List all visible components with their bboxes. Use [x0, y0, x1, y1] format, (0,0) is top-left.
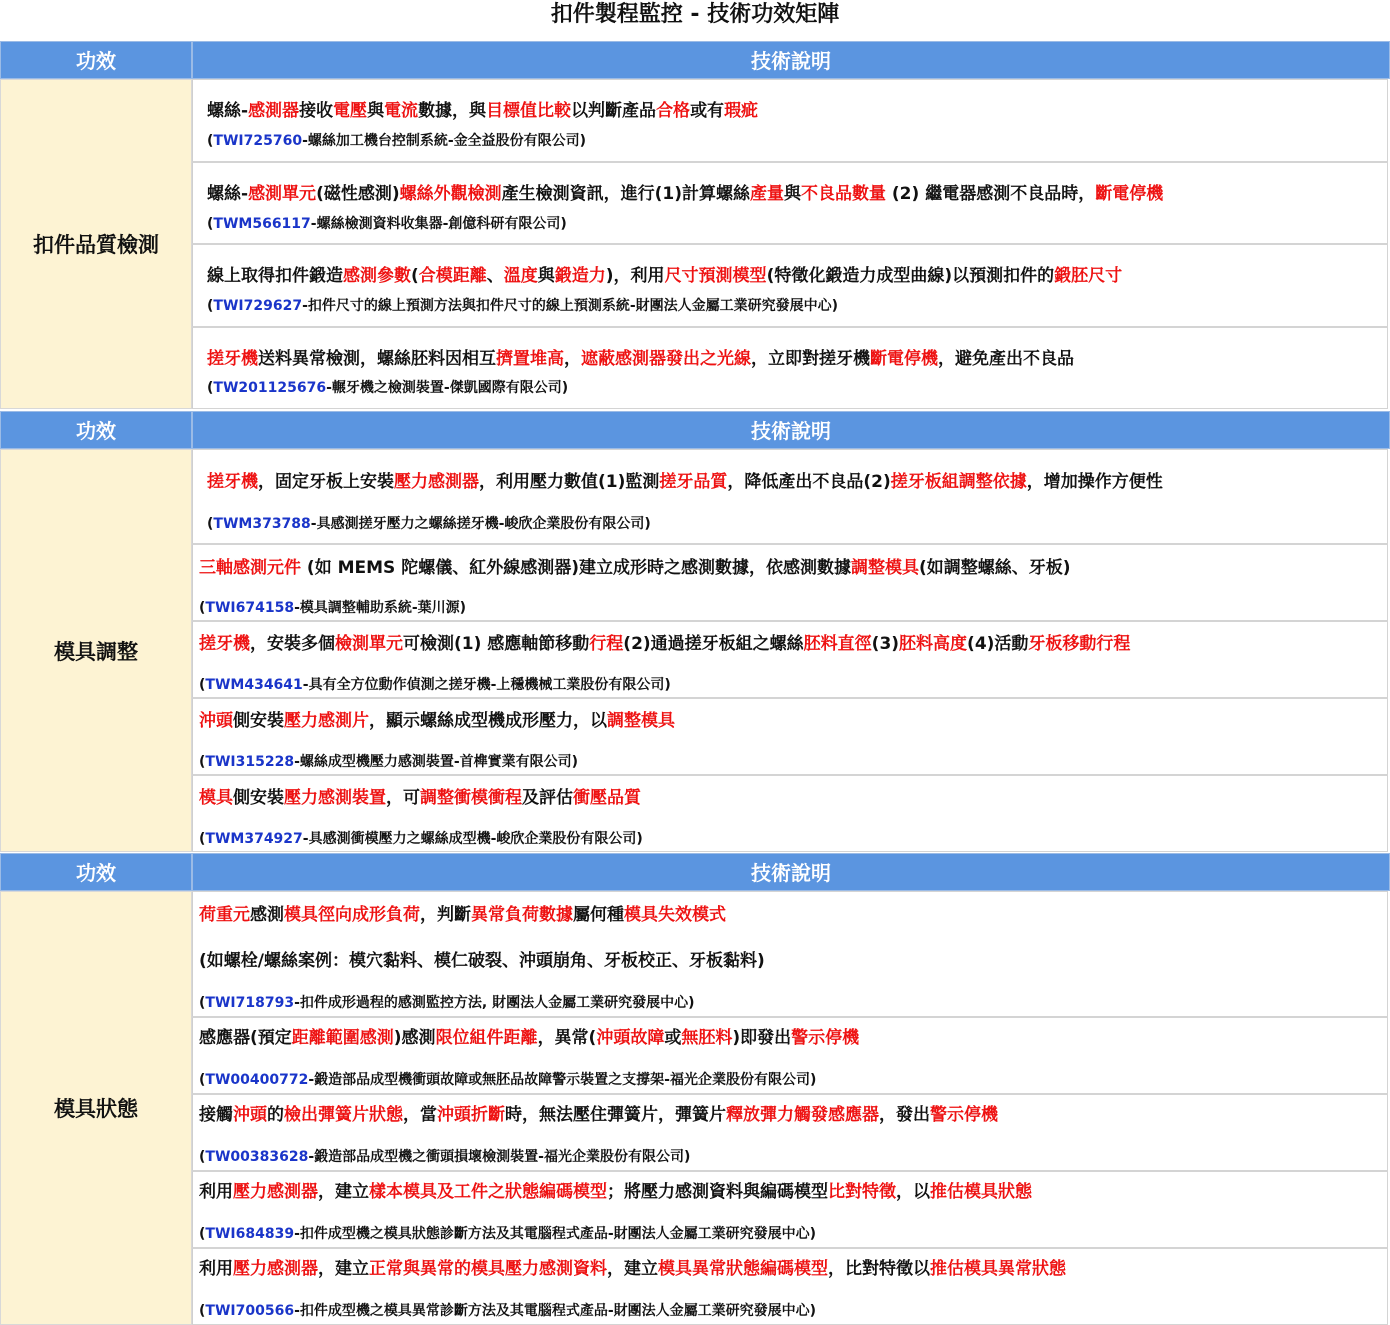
patent-title-assignee: -具有全方位動作偵測之搓牙機-上穩機械工業股份有限公司) [302, 677, 671, 693]
highlight-keyword: 警示停機 [930, 1105, 998, 1125]
description-text: 利用 [199, 1259, 233, 1279]
description-text: (4)活動 [967, 634, 1029, 654]
highlight-keyword: 檢出彈簧片狀態 [284, 1105, 403, 1125]
section-header [0, 41, 1390, 81]
tech-description [199, 1177, 1032, 1202]
patent-number: TWM434641 [205, 677, 303, 693]
description-text: (特徵化鍛造力成型曲線)以預測扣件的 [766, 266, 1055, 286]
description-text: ，發出 [879, 1105, 930, 1125]
patent-title-assignee: -螺絲檢測資料收集器-創億科研有限公司) [310, 216, 567, 232]
patent-number: TWI700566 [205, 1303, 295, 1319]
patent-reference [207, 377, 568, 397]
tech-row [192, 891, 1388, 1017]
patent-reference [199, 597, 466, 617]
patent-number: TWM566117 [213, 216, 311, 232]
tech-description [199, 1254, 1066, 1279]
patent-title-assignee: -具感測衝模壓力之螺絲成型機-峻欣企業股份有限公司) [302, 831, 643, 847]
highlight-keyword: 鍛造力 [554, 266, 606, 286]
description-text: ，增加操作方便性 [1026, 472, 1163, 492]
paren: ( [207, 133, 214, 149]
highlight-keyword: 無胚料 [681, 1028, 733, 1048]
header-col-description: 技術說明 [192, 41, 1390, 79]
description-text: 數據，與 [418, 101, 487, 121]
highlight-keyword: 合模距離 [418, 266, 487, 286]
tech-description [207, 261, 1122, 286]
patent-reference [199, 1069, 816, 1089]
highlight-keyword: 異常負荷數據 [471, 905, 573, 925]
patent-title-assignee: -扣件成型機之模具異常診斷方法及其電腦程式產品-財團法人金屬工業研究發展中心) [294, 1303, 817, 1319]
description-text: 感應器(預定 [199, 1028, 292, 1048]
effect-label: 模具狀態 [0, 891, 192, 1325]
header-col-effect: 功效 [0, 41, 192, 79]
tech-description [199, 706, 675, 731]
patent-number: TWI674158 [205, 600, 295, 616]
highlight-keyword: 電流 [384, 101, 419, 121]
description-text: 、 [486, 266, 504, 286]
patent-title-assignee: -扣件尺寸的線上預測方法與扣件尺寸的線上預測系統-財團法人金屬工業研究發展中心) [302, 298, 839, 314]
tech-description [207, 467, 1163, 492]
highlight-keyword: 模具異常狀態編碼模型 [658, 1259, 828, 1279]
tech-description [199, 553, 1071, 578]
section-header [0, 853, 1390, 893]
description-text: ，立即對搓牙機 [751, 349, 870, 369]
description-text: ，利用壓力數值(1)監測 [479, 472, 660, 492]
patent-reference [199, 751, 578, 771]
description-text: ，可 [386, 788, 420, 808]
description-text: ，固定牙板上安裝 [258, 472, 394, 492]
paren: ( [199, 754, 206, 770]
tech-row [192, 1017, 1388, 1094]
highlight-keyword: 沖頭 [199, 711, 233, 731]
tech-description [199, 629, 1130, 654]
tech-row [192, 775, 1388, 852]
description-text: ，建立 [318, 1259, 369, 1279]
patent-title-assignee: -扣件成型機之模具狀態診斷方法及其電腦程式產品-財團法人金屬工業研究發展中心) [294, 1226, 817, 1242]
highlight-keyword: 感測單元 [248, 184, 317, 204]
highlight-keyword: 沖頭 [233, 1105, 267, 1125]
description-text: (磁性感測) [316, 184, 400, 204]
paren: ( [199, 600, 206, 616]
description-text: 產生檢測資訊，進行(1)計算螺絲 [501, 184, 750, 204]
page-title: 扣件製程監控 - 技術功效矩陣 [550, 2, 840, 27]
paren: ( [199, 1226, 206, 1242]
patent-number: TWM374927 [205, 831, 303, 847]
paren: ( [207, 298, 214, 314]
description-text: ，避免產出不良品 [938, 349, 1074, 369]
description-text: 的 [267, 1105, 284, 1125]
description-text: ，安裝多個 [250, 634, 335, 654]
description-text: 及評估 [522, 788, 573, 808]
highlight-keyword: 搓牙品質 [659, 472, 728, 492]
patent-reference [207, 213, 567, 233]
description-text: 與 [783, 184, 801, 204]
tech-description [199, 783, 641, 808]
tech-description [207, 344, 1074, 369]
tech-row [192, 1248, 1388, 1325]
description-text: ，比對特徵以 [828, 1259, 930, 1279]
patent-reference [199, 674, 671, 694]
description-text: 屬何種 [573, 905, 624, 925]
description-text: 利用 [199, 1182, 233, 1202]
patent-title-assignee: -模具調整輔助系統-葉川源) [294, 600, 467, 616]
tech-row [192, 698, 1388, 775]
description-text: ，建立 [607, 1259, 658, 1279]
highlight-keyword: 模具徑向成形負荷 [284, 905, 420, 925]
patent-number: TWI315228 [205, 754, 295, 770]
highlight-keyword: 行程 [589, 634, 624, 654]
description-text: )感測 [393, 1028, 436, 1048]
description-text: ，顯示螺絲成型機成形壓力，以 [369, 711, 607, 731]
patent-title-assignee: -螺絲加工機台控制系統-金全益股份有限公司) [302, 133, 587, 149]
tech-row [192, 1171, 1388, 1248]
description-text: (2) 繼電器感測不良品時， [885, 184, 1096, 204]
highlight-keyword: 瑕疵 [724, 101, 759, 121]
tech-row [192, 1094, 1388, 1171]
patent-reference [207, 295, 838, 315]
tech-row [192, 327, 1388, 409]
highlight-keyword: 壓力感測裝置 [284, 788, 386, 808]
patent-number: TWI725760 [213, 133, 303, 149]
highlight-keyword: 胚料直徑 [803, 634, 872, 654]
patent-title-assignee: -輾牙機之檢測裝置-傑凱國際有限公司) [326, 380, 569, 396]
highlight-keyword: 調整衝模衝程 [420, 788, 522, 808]
tech-row [192, 544, 1388, 621]
patent-reference [199, 1300, 816, 1320]
patent-title-assignee: -扣件成形過程的感測監控方法, 財團法人金屬工業研究發展中心) [294, 995, 695, 1011]
tech-description [207, 179, 1163, 204]
highlight-keyword: 尺寸預測模型 [664, 266, 767, 286]
patent-title-assignee: -具感測搓牙壓力之螺絲搓牙機-峻欣企業股份有限公司) [310, 516, 651, 532]
patent-reference [207, 513, 651, 533]
tech-description-note: (如螺栓/螺絲案例：模穴黏料、模仁破裂、沖頭崩角、牙板校正、牙板黏料) [199, 951, 765, 971]
patent-number: TW00383628 [205, 1149, 309, 1165]
header-col-description: 技術說明 [192, 853, 1390, 891]
highlight-keyword: 搓牙機 [207, 349, 258, 369]
highlight-keyword: 調整模具 [850, 558, 919, 578]
tech-description [199, 1023, 859, 1048]
highlight-keyword: 樣本模具及工件之狀態編碼模型 [369, 1182, 607, 1202]
description-text: 以判斷產品 [571, 101, 657, 121]
highlight-keyword: 合格 [656, 101, 691, 121]
highlight-keyword: 正常與異常的模具壓力感測資料 [369, 1259, 607, 1279]
highlight-keyword: 搓牙機 [199, 634, 250, 654]
highlight-keyword: 警示停機 [791, 1028, 860, 1048]
tech-description [207, 96, 758, 121]
highlight-keyword: 三軸感測元件 [199, 558, 301, 578]
patent-number: TWI729627 [213, 298, 303, 314]
paren: ( [199, 831, 206, 847]
header-col-description: 技術說明 [192, 411, 1390, 449]
highlight-keyword: 搓牙板組調整依據 [890, 472, 1027, 492]
paren: ( [199, 1303, 206, 1319]
tech-description [199, 1100, 998, 1125]
description-text: 可檢測(1) 感應軸節移動 [403, 634, 590, 654]
description-text: (如調整螺絲、牙板) [918, 558, 1071, 578]
tech-description [199, 900, 726, 925]
patent-number: TW201125676 [213, 380, 327, 396]
description-text: 與 [537, 266, 555, 286]
tech-row [192, 621, 1388, 698]
description-text: )即發出 [732, 1028, 792, 1048]
highlight-keyword: 推估模具狀態 [930, 1182, 1032, 1202]
patent-number: TW00400772 [205, 1072, 309, 1088]
description-text: )，利用 [605, 266, 665, 286]
paren: ( [207, 216, 214, 232]
patent-reference [199, 992, 694, 1012]
highlight-keyword: 目標值比較 [486, 101, 572, 121]
description-text: ，異常( [537, 1028, 597, 1048]
description-text: 時，無法壓住彈簧片，彈簧片 [505, 1105, 726, 1125]
highlight-keyword: 壓力感測器 [394, 472, 479, 492]
description-text: (3) [871, 634, 900, 654]
highlight-keyword: 模具 [199, 788, 233, 808]
paren: ( [207, 516, 214, 532]
description-text: 側安裝 [233, 788, 284, 808]
patent-reference [199, 1223, 816, 1243]
highlight-keyword: 溫度 [503, 266, 538, 286]
description-text: (2)通過搓牙板組之螺絲 [623, 634, 804, 654]
paren: ( [199, 1072, 206, 1088]
highlight-keyword: 壓力感測器 [233, 1182, 318, 1202]
patent-reference [199, 1146, 690, 1166]
header-col-effect: 功效 [0, 411, 192, 449]
highlight-keyword: 衝壓品質 [573, 788, 641, 808]
patent-title-assignee: -鍛造部品成型機之衝頭損壞檢測裝置-福光企業股份有限公司) [308, 1149, 691, 1165]
highlight-keyword: 不良品數量 [800, 184, 886, 204]
highlight-keyword: 荷重元 [199, 905, 250, 925]
description-text: 接觸 [199, 1105, 233, 1125]
patent-reference [207, 130, 586, 150]
highlight-keyword: 推估模具異常狀態 [930, 1259, 1066, 1279]
highlight-keyword: 斷電停機 [870, 349, 938, 369]
highlight-keyword: 比對特徵 [828, 1182, 896, 1202]
description-text: 送料異常檢測，螺絲胚料因相互 [258, 349, 496, 369]
highlight-keyword: 壓力感測器 [233, 1259, 318, 1279]
description-text: ，建立 [318, 1182, 369, 1202]
highlight-keyword: 壓力感測片 [284, 711, 369, 731]
patent-number: TWI718793 [205, 995, 295, 1011]
description-text: (如 MEMS 陀螺儀、紅外線感測器)建立成形時之感測數據，依感測數據 [301, 558, 851, 578]
highlight-keyword: 牙板移動行程 [1028, 634, 1131, 654]
highlight-keyword: 遮蔽感測器發出之光線 [581, 349, 751, 369]
tech-row [192, 449, 1388, 544]
tech-row [192, 79, 1388, 162]
highlight-keyword: 產量 [749, 184, 784, 204]
highlight-keyword: 距離範圍感測 [291, 1028, 394, 1048]
description-text: 或有 [690, 101, 725, 121]
paren: ( [199, 1149, 206, 1165]
description-text: ；將壓力感測資料與編碼模型 [607, 1182, 828, 1202]
highlight-keyword: 電壓 [333, 101, 368, 121]
description-text: ( [411, 266, 419, 286]
description-text: ，降低產出不良品(2) [727, 472, 891, 492]
description-text: 或 [664, 1028, 682, 1048]
highlight-keyword: 感測參數 [343, 266, 411, 286]
effect-label: 扣件品質檢測 [0, 79, 192, 409]
highlight-keyword: 搓牙機 [207, 472, 258, 492]
patent-title-assignee: -螺絲成型機壓力感測裝置-首榫實業有限公司) [294, 754, 579, 770]
tech-row [192, 162, 1388, 244]
highlight-keyword: 模具失效模式 [624, 905, 726, 925]
patent-title-assignee: -鍛造部品成型機衝頭故障或無胚品故障警示裝置之支撐架-福光企業股份有限公司) [308, 1072, 817, 1088]
description-text: 線上取得扣件鍛造 [207, 266, 343, 286]
highlight-keyword: 釋放彈力觸發感應器 [726, 1105, 879, 1125]
effect-label: 模具調整 [0, 449, 192, 852]
patent-number: TWI684839 [205, 1226, 295, 1242]
highlight-keyword: 沖頭折斷 [437, 1105, 505, 1125]
paren: ( [199, 677, 206, 693]
highlight-keyword: 螺絲外觀檢測 [399, 184, 502, 204]
description-text: 接收 [299, 101, 334, 121]
tech-row [192, 244, 1388, 327]
description-text: 螺絲- [207, 184, 249, 204]
highlight-keyword: 限位組件距離 [435, 1028, 538, 1048]
paren: ( [207, 380, 214, 396]
highlight-keyword: 斷電停機 [1095, 184, 1164, 204]
highlight-keyword: 鍛胚尺寸 [1054, 266, 1123, 286]
description-text: ，以 [896, 1182, 930, 1202]
description-text: ， [564, 349, 581, 369]
section-header [0, 411, 1390, 451]
description-text: 感測 [250, 905, 284, 925]
highlight-keyword: 感測器 [248, 101, 300, 121]
header-col-effect: 功效 [0, 853, 192, 891]
description-text: ，判斷 [420, 905, 471, 925]
description-text: ，當 [403, 1105, 437, 1125]
highlight-keyword: 胚料高度 [899, 634, 968, 654]
description-text: 螺絲- [207, 101, 249, 121]
patent-reference [199, 828, 643, 848]
highlight-keyword: 調整模具 [607, 711, 675, 731]
patent-number: TWM373788 [213, 516, 311, 532]
highlight-keyword: 擠置堆高 [496, 349, 564, 369]
highlight-keyword: 沖頭故障 [596, 1028, 665, 1048]
description-text: 與 [367, 101, 385, 121]
description-text: 側安裝 [233, 711, 284, 731]
highlight-keyword: 檢測單元 [335, 634, 403, 654]
paren: ( [199, 995, 206, 1011]
